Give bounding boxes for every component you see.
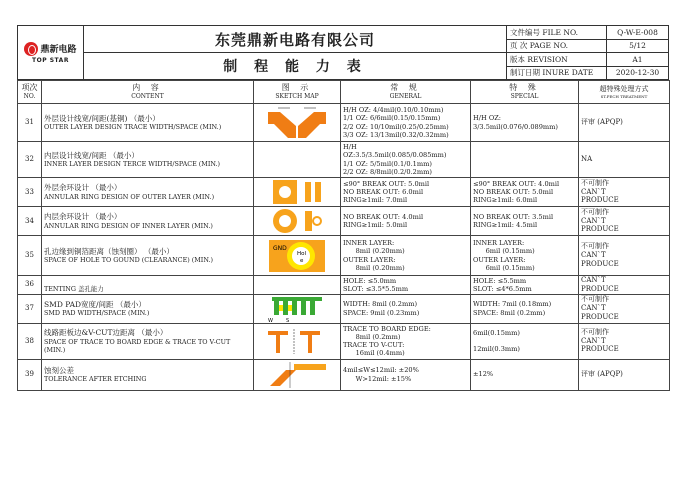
general-line: 4mil≤W≤12mil: ±20% [343,366,419,375]
table-row [18,276,670,295]
logo-english-name: TOP STAR [32,56,69,64]
document-meta [506,26,668,79]
row-content [42,236,254,276]
company-name: 东莞鼎新电路有限公司 [84,26,506,53]
general-line: H/H [343,143,357,152]
logo-icon [24,42,38,56]
general-line: 2/2 OZ: 8/8mil(0.2/0.2mm) [343,167,432,176]
capability-table [17,80,670,391]
general-line: W>12mil: ±15% [343,374,412,383]
special-line: H/H OZ: [473,114,502,123]
meta-inure-date: 制订日期 INURE DATE 2020-12-30 [507,67,668,80]
row-content [42,207,254,236]
table-row [18,236,670,276]
table-row [18,142,670,178]
row-sketch [254,276,341,295]
special-line: RING≥1mil: 6.0mil [473,196,538,205]
special-line: OUTER LAYER: [473,255,526,264]
general-line: INNER LAYER: [343,239,395,248]
general-line: WIDTH: 8mil (0.2mm) [343,300,418,309]
special-line [473,337,576,345]
col-header-general: 常 规 GENERAL [341,81,471,104]
row-remark [579,207,670,236]
row-special [471,323,579,359]
general-line: 1/1 OZ: 6/6mil(0.15/0.15mm) [343,114,441,123]
table-row [18,104,670,142]
row-sketch [254,294,341,323]
row-general [341,359,471,390]
remark-line: CAN`T [581,304,606,313]
row-number: 38 [18,323,42,359]
row-content [42,359,254,390]
content-english: SPACE OF HOLE TO GOUND (CLEARANCE) (MIN.) [44,256,214,265]
vcut-distance-sketch [266,327,328,355]
special-line: 12mil(0.3mm) [473,345,520,354]
special-line: NO BREAK OUT: 3.5mil [473,212,554,221]
row-content [42,323,254,359]
general-line: TRACE TO V-CUT: [343,341,405,349]
remark-line: PRODUCE [581,312,619,321]
table-row [18,207,670,236]
special-line: ±12% [473,370,494,379]
special-line: SLOT: ≤4*6.5mm [473,284,532,293]
row-number: 37 [18,294,42,323]
process-capability-sheet [17,25,669,391]
remark-line: PRODUCE [581,259,619,268]
row-content [42,294,254,323]
special-line: 3/3.5mil(0.076/0.089mm) [473,122,558,131]
remark-line: PRODUCE [581,284,619,293]
remark-line: 不可制作 [581,295,609,304]
content-chinese: 内层余环设计 （最小） [44,212,122,222]
remark-line: 不可制作 [581,178,609,187]
row-general [341,207,471,236]
row-sketch [254,236,341,276]
content-chinese: 线路距板边&V-CUT边距离 （最小） [44,328,168,338]
row-special [471,142,579,178]
document-header [17,25,669,80]
row-special [471,236,579,276]
hole-clearance-sketch [267,238,327,274]
content-english: TENTING 盖孔能力 [44,285,104,294]
svg-text:W: W [268,317,273,323]
document-title: 制 程 能 力 表 [223,59,367,75]
remark-line: CAN`T [581,336,606,345]
row-number: 31 [18,104,42,142]
special-line: INNER LAYER: [473,239,525,248]
remark-line: 评审 (APQP) [581,118,623,127]
content-chinese: 孔边缘到铜箔距离（蚀刻圈） （最小） [44,246,174,256]
remark-line: PRODUCE [581,225,619,234]
row-remark [579,323,670,359]
inner-annular-ring-sketch [269,207,325,235]
general-line: OUTER LAYER: [343,255,396,264]
special-line: WIDTH: 7mil (0.18mm) [473,300,552,309]
meta-revision: 版本 REVISION A1 [507,53,668,67]
row-sketch [254,323,341,359]
logo-chinese-name: 鼎新电路 [40,45,77,55]
svg-text:Hol: Hol [297,250,307,257]
content-chinese: 内层设计线宽/间距 （最小） [44,150,139,160]
row-number: 34 [18,207,42,236]
row-general [341,276,471,295]
etching-tolerance-sketch [266,360,328,390]
trace-width-sketch [266,106,328,140]
row-general [341,294,471,323]
row-number: 36 [18,276,42,295]
general-line: SLOT: ≤3.5*5.5mm [343,284,409,293]
svg-text:GND: GND [273,244,287,252]
general-line: RING≥1mil: 5.0mil [343,221,408,229]
col-header-no: 项次 NO. [18,81,42,104]
outer-annular-ring-sketch [269,178,325,206]
content-english: ANNULAR RING DESIGN OF INNER LAYER (MIN.) [44,221,213,230]
row-remark [579,104,670,142]
content-chinese: 外层余环设计 （最小） [44,183,122,193]
content-chinese: SMD PAD宽度/间距 （最小） [44,299,146,309]
row-general [341,142,471,178]
remark-line: NA [581,155,593,164]
table-row [18,178,670,207]
row-number: 33 [18,178,42,207]
row-sketch [254,178,341,207]
col-header-sketch: 图 示 SKETCH MAP [254,81,341,104]
general-line: TRACE TO BOARD EDGE: [343,324,431,333]
remark-line: CAN`T [581,251,606,260]
smd-pad-sketch [266,295,328,323]
remark-line: CAN`T [581,216,606,225]
general-line: H/H OZ: 4/4mil(0.10/0.10mm) [343,106,444,115]
meta-file-no: 文件编号 FILE NO. Q-W-E-008 [507,26,668,40]
row-remark [579,276,670,295]
row-general [341,323,471,359]
special-line: 6mil (0.15mm) [473,247,535,256]
row-general [341,104,471,142]
general-line: SPACE: 9mil (0.23mm) [343,308,420,317]
special-line: 6mil (0.15mm) [473,263,535,272]
general-line: 2/2 OZ: 10/10mil(0.25/0.25mm) [343,122,449,131]
svg-text:S: S [286,317,290,323]
general-line: RING≥1mil: 7.0mil [343,196,408,205]
row-sketch [254,359,341,390]
row-special [471,294,579,323]
general-line: 1/1 OZ: 5/5mil(0.1/0.1mm) [343,159,432,168]
row-number: 39 [18,359,42,390]
general-line: HOLE: ≤5.0mm [343,276,397,285]
remark-line: 不可制作 [581,327,609,336]
row-sketch [254,104,341,142]
table-header-row [18,81,670,104]
general-line: 8mil (0.2mm) [343,332,401,341]
special-line: 6mil(0.15mm) [473,328,520,337]
meta-page-no: 页 次 PAGE NO. 5/12 [507,40,668,54]
row-sketch [254,142,341,178]
remark-line: 不可制作 [581,207,609,216]
general-line: NO BREAK OUT: 6.0mil [343,187,424,196]
general-line: 16mil (0.4mm) [343,349,405,358]
table-row [18,294,670,323]
row-general [341,236,471,276]
content-chinese: 蚀刻公差 [44,365,74,375]
col-header-treatment: 超特殊处理方式 ST.PECH TREATMENT [579,81,670,104]
table-row [18,323,670,359]
general-line: 8mil (0.20mm) [343,263,405,272]
row-content [42,276,254,295]
special-line: SPACE: 8mil (0.2mm) [473,308,546,317]
row-content [42,104,254,142]
general-line: OZ:3.5/3.5mil(0.085/0.085mm) [343,151,447,160]
table-row [18,359,670,390]
special-line: NO BREAK OUT: 5.0mil [473,187,554,196]
row-number: 35 [18,236,42,276]
company-logo [18,26,84,79]
general-line: 3/3 OZ: 13/13mil(0.32/0.32mm) [343,130,449,139]
col-header-special: 特 殊 SPECIAL [471,81,579,104]
row-sketch [254,207,341,236]
general-line: ≤90° BREAK OUT: 5.0mil [343,179,430,188]
special-line: ≤90° BREAK OUT: 4.0mil [473,179,560,188]
remark-line: PRODUCE [581,196,619,205]
remark-line: CAN`T [581,276,606,284]
remark-line: PRODUCE [581,345,619,354]
row-special [471,359,579,390]
row-remark [579,142,670,178]
row-general [341,178,471,207]
row-special [471,276,579,295]
row-remark [579,359,670,390]
row-number: 32 [18,142,42,178]
general-line: 8mil (0.20mm) [343,247,405,256]
content-english: INNER LAYER DESIGN TERCE WIDTH/SPACE (MIN.) [44,160,221,169]
remark-line: 评审 (APQP) [581,370,623,379]
content-english: SPACE OF TRACE TO BOARD EDGE & TRACE TO V-CUT (MIN.) [44,337,231,354]
svg-text:e: e [300,257,304,264]
row-remark [579,236,670,276]
content-chinese: 外层设计线宽/间距(基铜) （最小） [44,113,160,123]
general-line: NO BREAK OUT: 4.0mil [343,212,424,221]
content-english: OUTER LAYER DESIGN TRACE WIDTH/SPACE (MIN.) [44,123,222,132]
row-remark [579,178,670,207]
content-english: SMD PAD WIDTH/SPACE (MIN.) [44,309,150,318]
content-english: TOLERANCE AFTER ETCHING [44,375,147,384]
row-special [471,104,579,142]
row-content [42,142,254,178]
col-header-content: 内 容 CONTENT [42,81,254,104]
special-line: HOLE: ≤5.5mm [473,276,527,285]
row-remark [579,294,670,323]
special-line: RING≥1mil: 4.5mil [473,221,538,229]
row-special [471,178,579,207]
row-content [42,178,254,207]
content-english: ANNULAR RING DESIGN OF OUTER LAYER (MIN.) [44,192,215,201]
remark-line: CAN`T [581,187,606,196]
remark-line: 不可制作 [581,242,609,251]
row-special [471,207,579,236]
